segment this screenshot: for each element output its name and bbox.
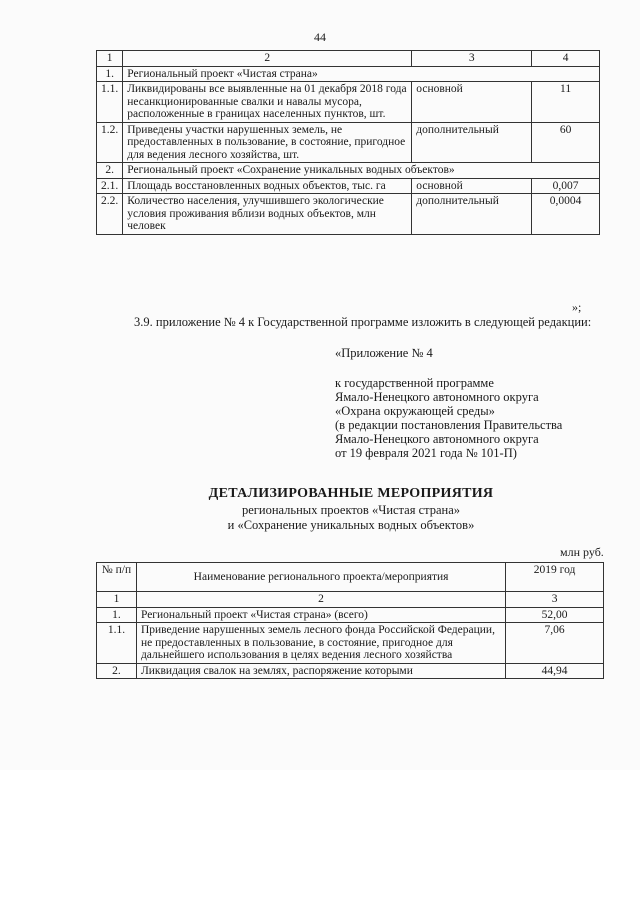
appendix-line: от 19 февраля 2021 года № 101-П) [335,446,517,460]
measure-value: 52,00 [506,607,604,623]
row-number: 2. [97,663,137,679]
row-number: 2. [97,163,123,179]
row-number: 2.1. [97,178,123,194]
indicator-value: 60 [532,122,600,163]
indicator-type: дополнительный [412,122,532,163]
measure-value: 7,06 [506,623,604,664]
row-number: 1.2. [97,122,123,163]
table-header-row [97,563,604,592]
indicator-name: Приведены участки нарушенных земель, не предоставленных в пользование, в состояние, пригодное для ведения лесного хозяйства, шт. [123,122,412,163]
table-section-row [97,163,600,179]
appendix-line: к государственной программе [335,376,494,390]
section-title: Региональный проект «Сохранение уникальных водных объектов» [123,163,600,179]
indicator-value: 11 [532,82,600,123]
header-cell: 4 [532,51,600,67]
indicator-name: Ликвидированы все выявленные на 01 декабря 2018 года несанкционированные свалки и навалы мусора, расположенные в границах населенных пунктов, шт. [123,82,412,123]
row-number: 1. [97,607,137,623]
section-subheading: региональных проектов «Чистая страна» [241,503,461,517]
header-cell: 1 [97,51,123,67]
appendix-line: Ямало-Ненецкого автономного округа [335,390,539,404]
blank-margin [0,770,640,905]
indicator-type: основной [412,178,532,194]
row-number: 1.1. [97,623,137,664]
section-subheading: и «Сохранение уникальных водных объектов» [227,518,475,532]
header-cell: 2 [123,51,412,67]
indicators-table [96,50,600,235]
appendix-title: «Приложение № 4 [335,346,433,360]
section-heading: ДЕТАЛИЗИРОВАННЫЕ МЕРОПРИЯТИЯ [208,486,494,501]
indicator-value: 0,007 [532,178,600,194]
indicator-value: 0,0004 [532,194,600,235]
table-row [97,82,600,123]
amendment-paragraph [96,314,606,330]
row-number: 1.1. [97,82,123,123]
table-header-row [97,51,600,67]
header-cell: Наименование регионального проекта/мероприятия [136,563,505,592]
index-cell: 3 [506,592,604,608]
table-index-row [97,592,604,608]
table-row [97,122,600,163]
measure-value: 44,94 [506,663,604,679]
table-row [97,663,604,679]
header-cell: № п/п [97,563,137,592]
table-row [97,623,604,664]
measure-name: Ликвидация свалок на землях, распоряжение которыми [136,663,505,679]
measure-name: Приведение нарушенных земель лесного фонда Российской Федерации, не предоставленных в пользование, в состояние, пригодное для дальнейшего использования в целях ведения лесного хозяйства [136,623,505,664]
indicator-name: Количество населения, улучшившего экологические условия проживания вблизи водных объектов, млн человек [123,194,412,235]
index-cell: 1 [97,592,137,608]
measure-name: Региональный проект «Чистая страна» (всего) [136,607,505,623]
appendix-line: Ямало-Ненецкого автономного округа [335,432,539,446]
indicator-name: Площадь восстановленных водных объектов, тыс. га [123,178,412,194]
unit-label: млн руб. [560,545,604,559]
header-cell: 2019 год [506,563,604,592]
index-cell: 2 [136,592,505,608]
table-row [97,178,600,194]
page-number: 44 [314,30,326,44]
appendix-line: «Охрана окружающей среды» [335,404,495,418]
appendix-line: (в редакции постановления Правительства [335,418,563,432]
section-title: Региональный проект «Чистая страна» [123,66,600,82]
table-section-row [97,66,600,82]
row-number: 1. [97,66,123,82]
table-row [97,607,604,623]
paragraph-text: 3.9. приложение № 4 к Государственной программе изложить в следующей редакции: [134,315,592,329]
header-cell: 3 [412,51,532,67]
indicator-type: дополнительный [412,194,532,235]
row-number: 2.2. [97,194,123,235]
quote-end: »; [572,300,582,314]
measures-table [96,562,604,679]
table-row [97,194,600,235]
indicator-type: основной [412,82,532,123]
